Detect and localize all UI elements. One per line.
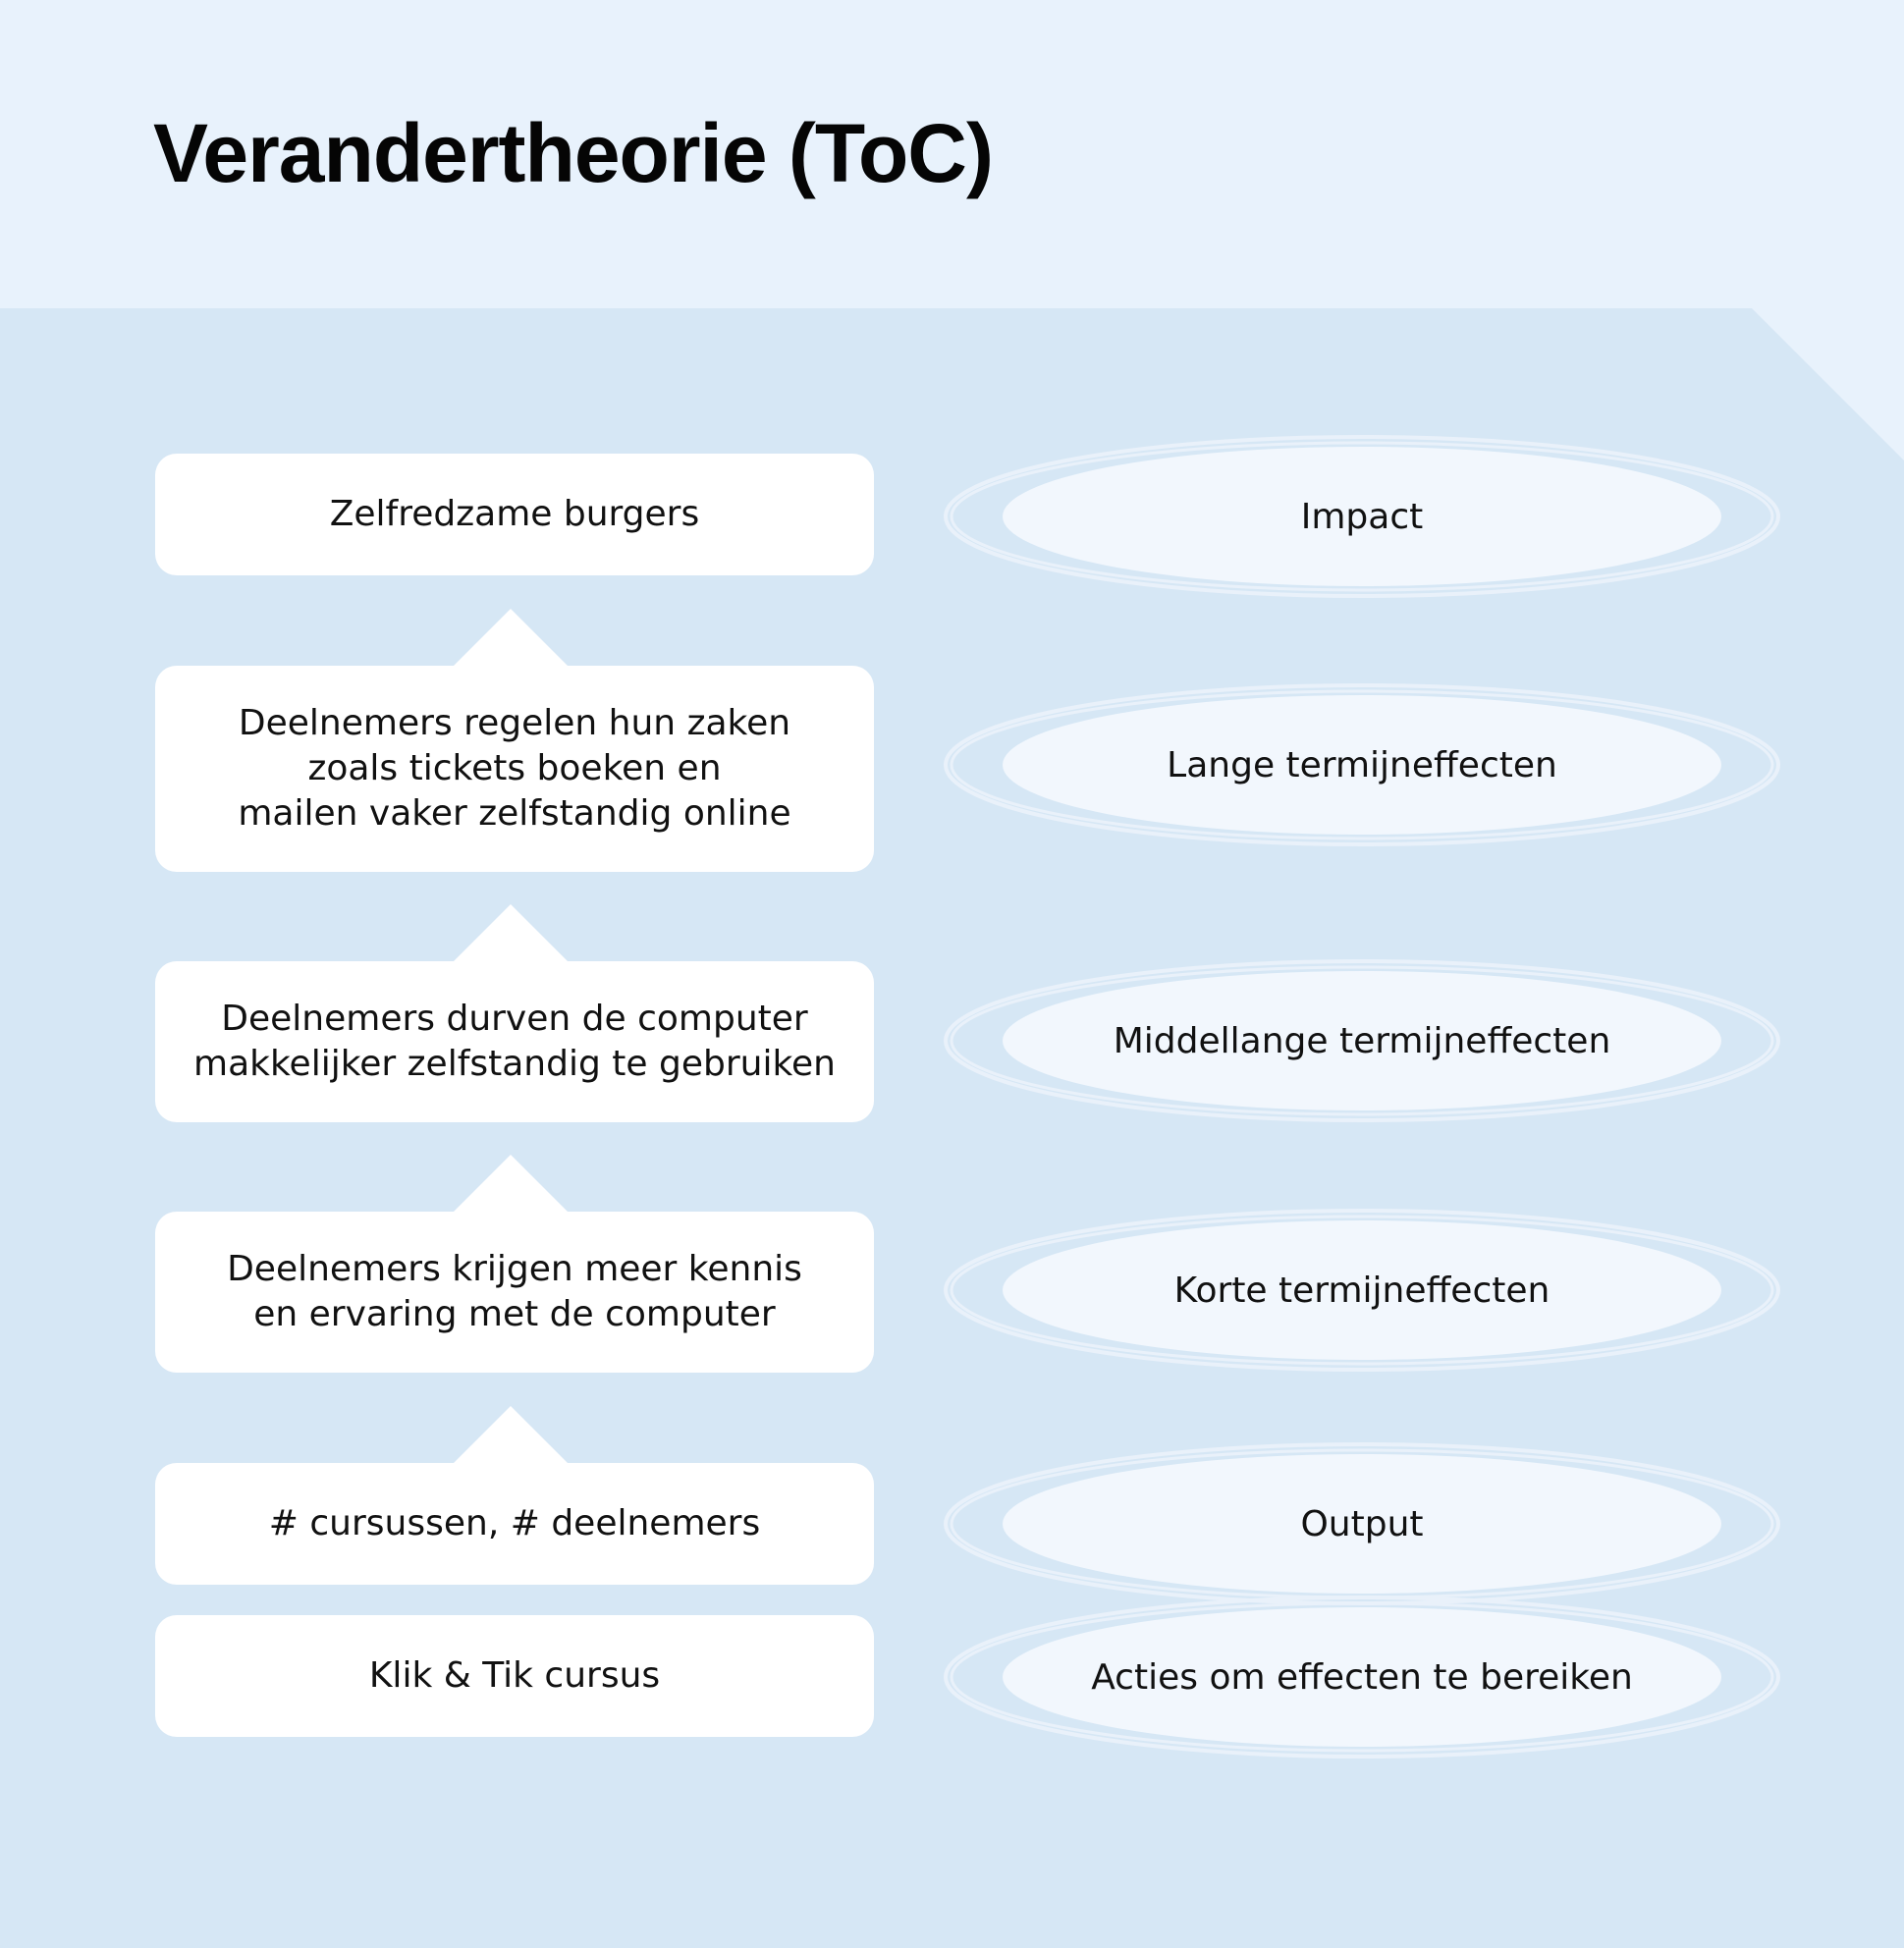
page-title: Verandertheorie (ToC) — [153, 107, 993, 199]
short-term-box: Deelnemers krijgen meer kennis en ervaring met de computer — [155, 1212, 874, 1373]
medium-term-ellipse — [943, 958, 1781, 1123]
arrow-up-icon — [454, 1155, 568, 1212]
impact-ellipse — [943, 434, 1781, 599]
short-term-label: Korte termijneffecten — [1173, 1270, 1550, 1311]
output-box: # cursussen, # deelnemers — [155, 1463, 874, 1585]
medium-term-label: Middellange termijneffecten — [1113, 1020, 1611, 1061]
medium-term-box: Deelnemers durven de computer makkelijker zelfstandig te gebruiken — [155, 961, 874, 1122]
long-term-ellipse — [943, 682, 1781, 847]
impact-label: Impact — [1300, 496, 1424, 537]
activities-box: Klik & Tik cursus — [155, 1615, 874, 1737]
arrow-up-icon — [454, 1406, 568, 1463]
short-term-ellipse — [943, 1208, 1781, 1373]
output-label: Output — [1300, 1503, 1424, 1544]
long-term-box: Deelnemers regelen hun zaken zoals tickets boeken en mailen vaker zelfstandig online — [155, 666, 874, 872]
arrow-up-icon — [454, 904, 568, 961]
output-ellipse — [943, 1441, 1781, 1606]
long-term-label: Lange termijneffecten — [1167, 744, 1557, 785]
arrow-up-icon — [454, 609, 568, 666]
activities-label: Acties om effecten te bereiken — [1091, 1656, 1633, 1698]
impact-box: Zelfredzame burgers — [155, 454, 874, 575]
activities-ellipse — [943, 1595, 1781, 1759]
